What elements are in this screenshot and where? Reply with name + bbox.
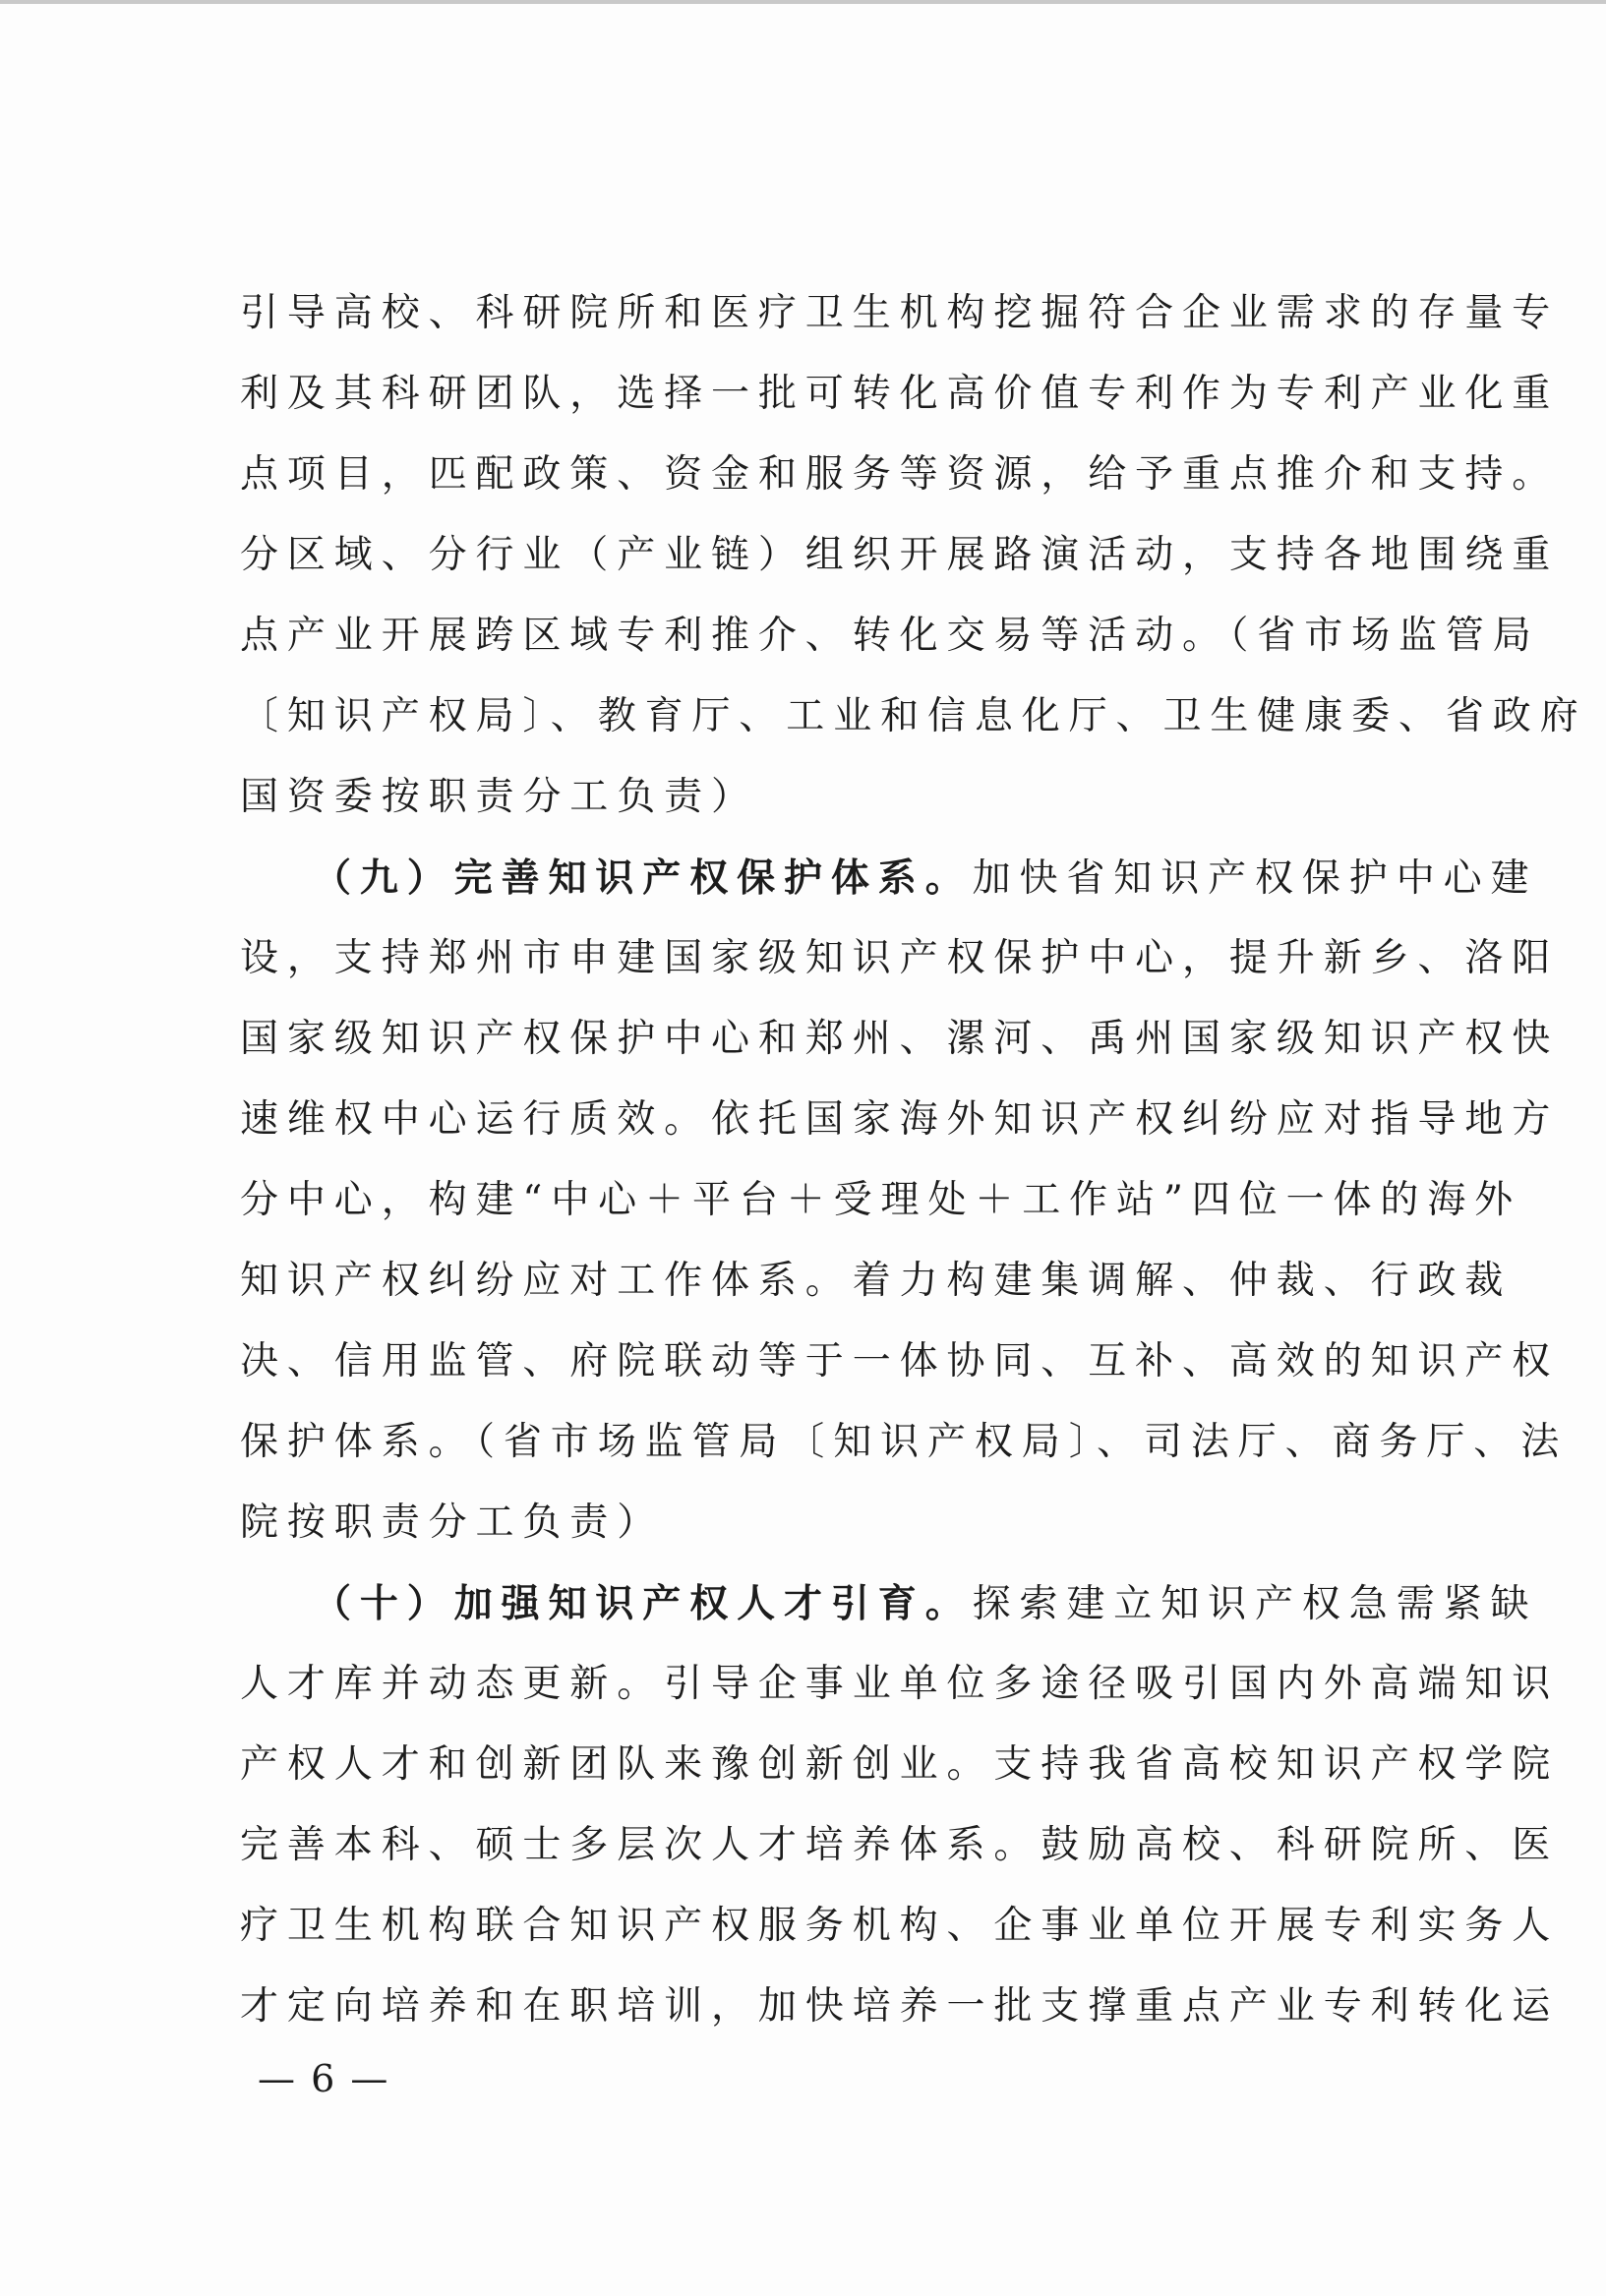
text-line: 保护体系。（省市场监管局〔知识产权局〕、司法厅、商务厅、法 xyxy=(240,1420,1569,1464)
text-line: 国家级知识产权保护中心和郑州、漯河、禹州国家级知识产权快 xyxy=(240,1017,1560,1061)
text-line: 利及其科研团队，选择一批可转化高价值专利作为专利产业化重 xyxy=(240,372,1560,416)
text-line: 决、信用监管、府院联动等于一体协同、互补、高效的知识产权 xyxy=(240,1339,1560,1383)
paragraph-10-first-line-text: 探索建立知识产权急需紧缺 xyxy=(972,1582,1538,1626)
paragraph-9-heading: （九）完善知识产权保护体系。 xyxy=(313,855,973,901)
text-line: 才定向培养和在职培训，加快培养一批支撑重点产业专利转化运 xyxy=(240,1984,1560,2029)
text-line: 分区域、分行业（产业链）组织开展路演活动，支持各地围绕重 xyxy=(240,533,1560,577)
text-line: 速维权中心运行质效。依托国家海外知识产权纠纷应对指导地方 xyxy=(240,1097,1560,1142)
text-line: 引导高校、科研院所和医疗卫生机构挖掘符合企业需求的存量专 xyxy=(240,291,1560,335)
text-line: 完善本科、硕士多层次人才培养体系。鼓励高校、科研院所、医 xyxy=(240,1823,1560,1867)
paragraph-10-heading: （十）加强知识产权人才引育。 xyxy=(313,1581,973,1626)
paragraph-10-first-line xyxy=(240,1563,1538,1644)
text-line: 人才库并动态更新。引导企事业单位多途径吸引国内外高端知识 xyxy=(240,1662,1560,1706)
text-line: 院按职责分工负责） xyxy=(240,1501,665,1545)
text-line: 产权人才和创新团队来豫创新创业。支持我省高校知识产权学院 xyxy=(240,1742,1560,1787)
text-line: 知识产权纠纷应对工作体系。着力构建集调解、仲裁、行政裁 xyxy=(240,1259,1513,1303)
text-line: 分中心，构建“中心＋平台＋受理处＋工作站”四位一体的海外 xyxy=(240,1178,1522,1222)
text-line: 点产业开展跨区域专利推介、转化交易等活动。（省市场监管局 xyxy=(240,614,1540,658)
body-text xyxy=(240,273,1587,2047)
text-line: 设，支持郑州市申建国家级知识产权保护中心，提升新乡、洛阳 xyxy=(240,936,1560,980)
text-line: 国资委按职责分工负责） xyxy=(240,775,758,819)
text-line: 点项目，匹配政策、资金和服务等资源，给予重点推介和支持。 xyxy=(240,452,1560,497)
page-number: — 6 — xyxy=(258,2057,390,2100)
paragraph-9-first-line-text: 加快省知识产权保护中心建 xyxy=(972,856,1538,901)
text-line: 疗卫生机构联合知识产权服务机构、企事业单位开展专利实务人 xyxy=(240,1904,1560,1948)
text-line: 〔知识产权局〕、教育厅、工业和信息化厅、卫生健康委、省政府 xyxy=(240,694,1587,738)
paragraph-9-first-line xyxy=(240,838,1538,918)
